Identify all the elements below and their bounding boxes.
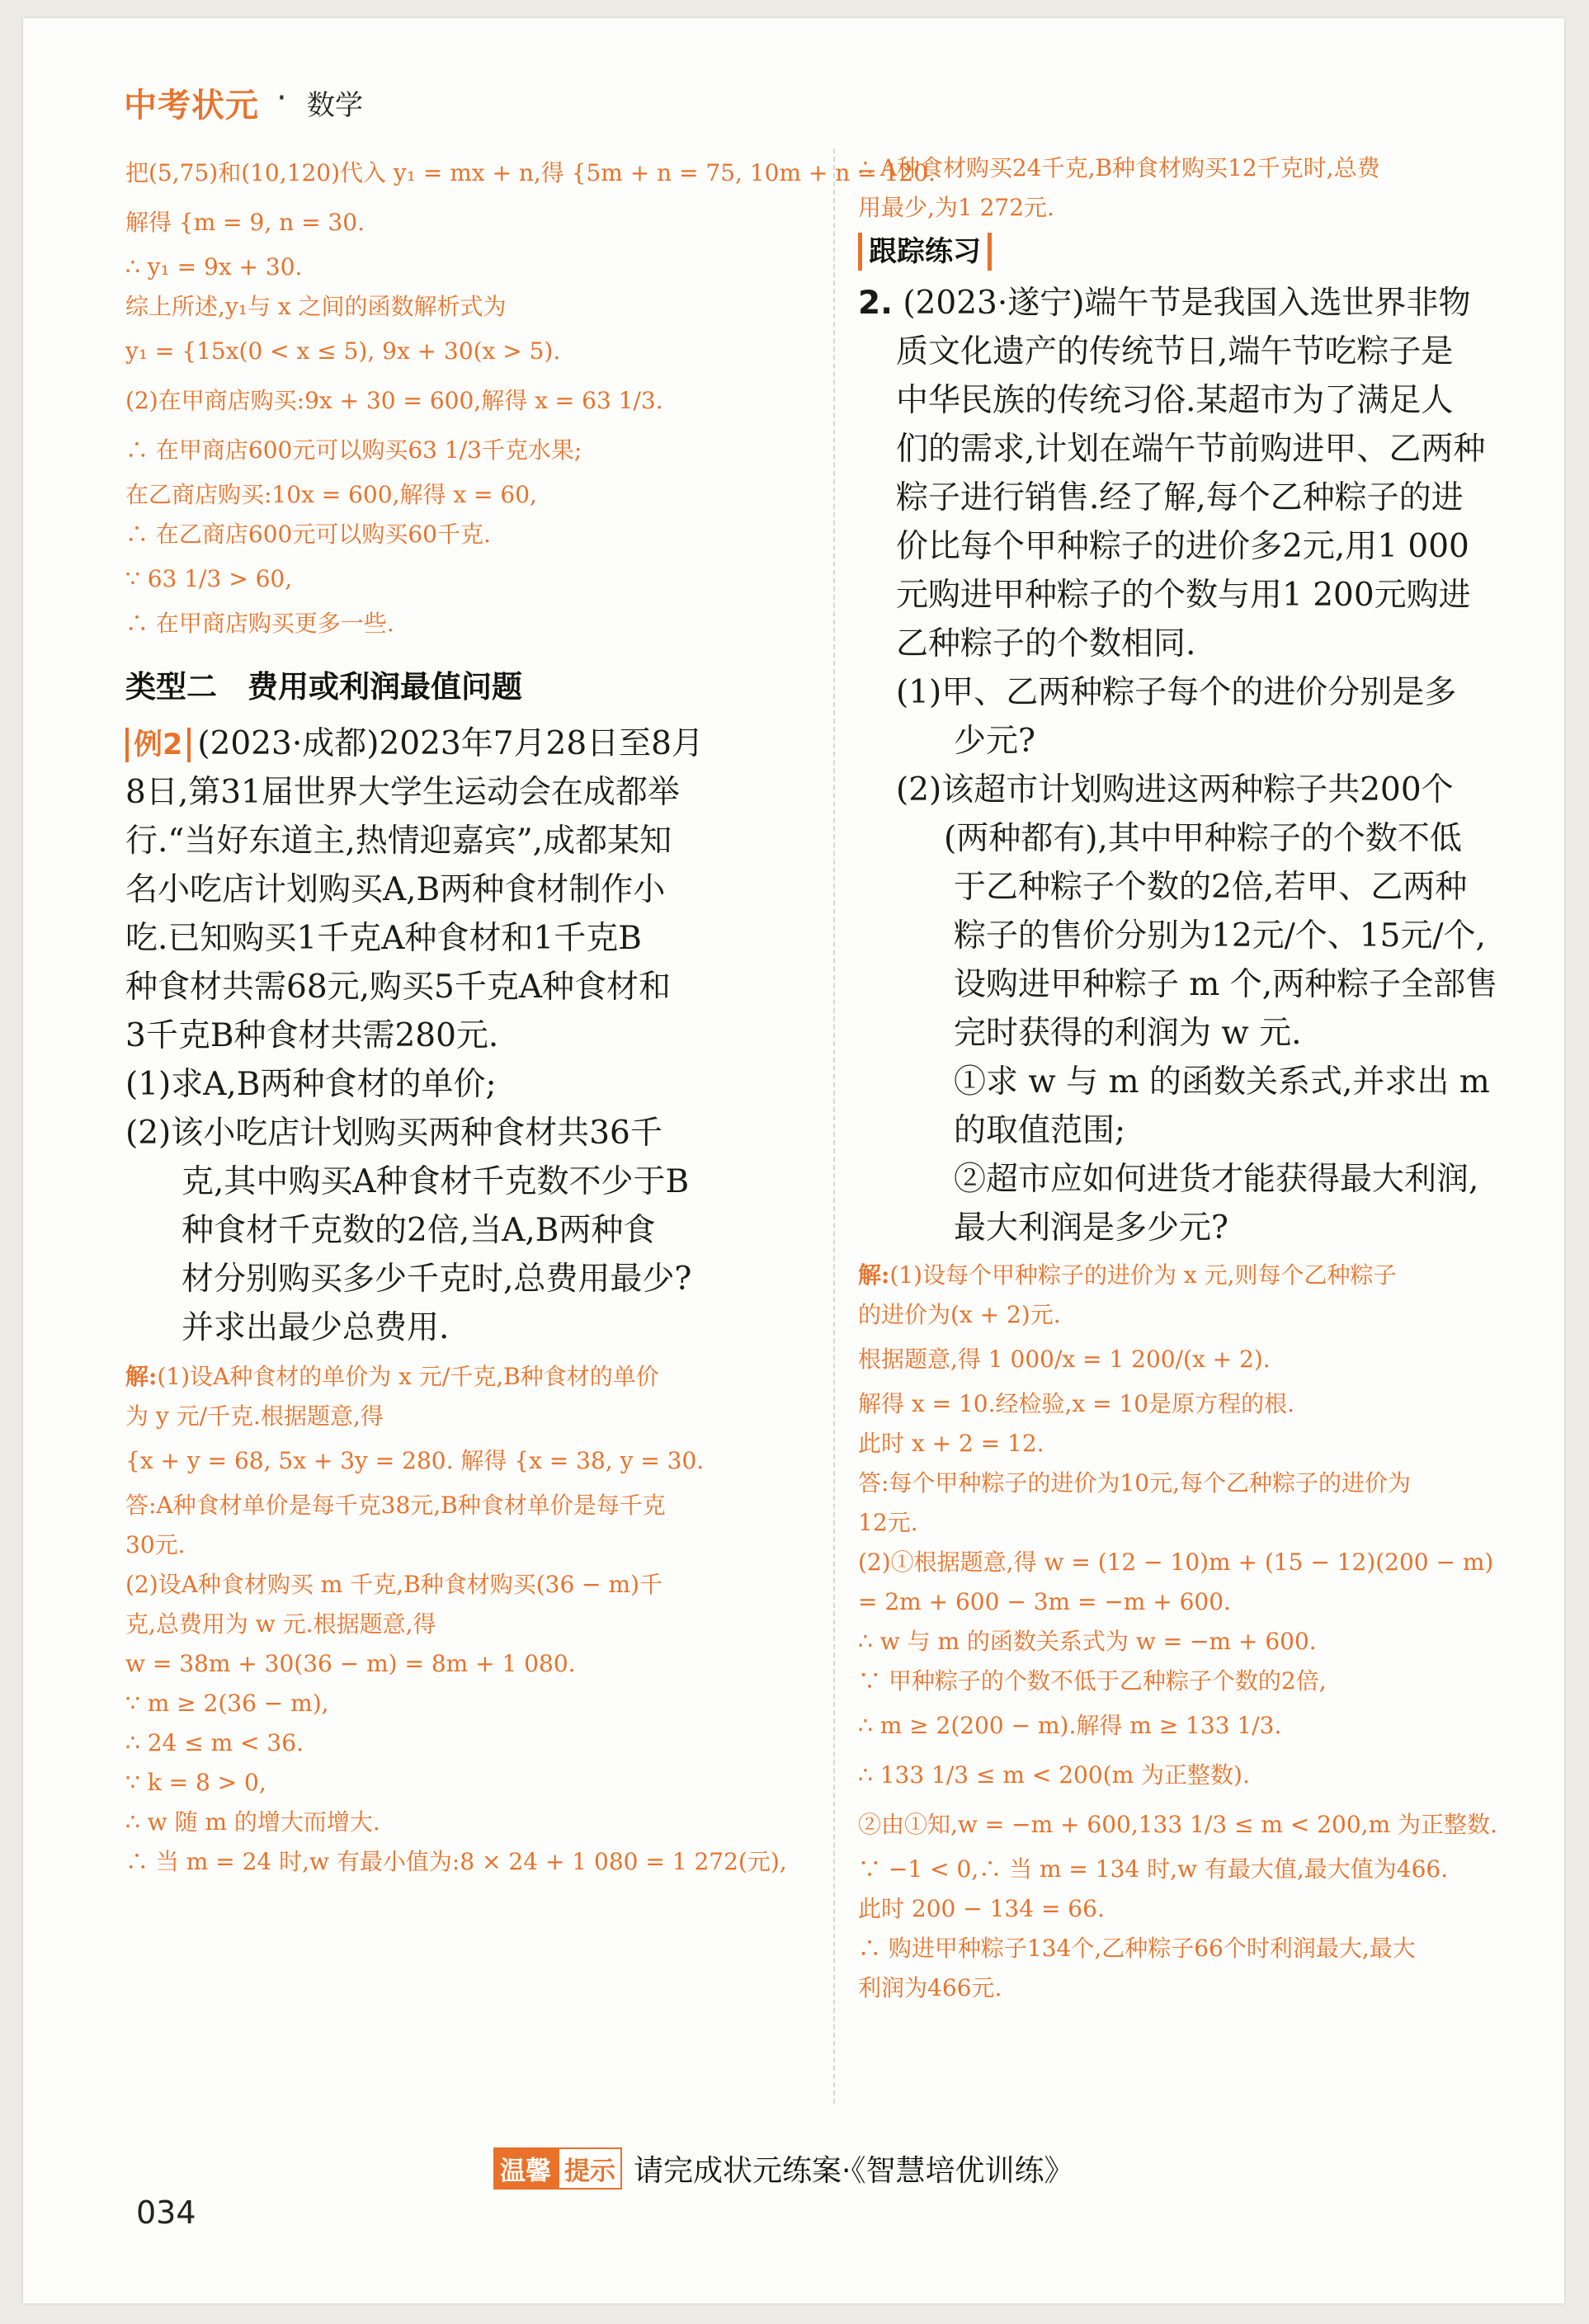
solution-label: 解: (125, 1363, 158, 1390)
example-tag: 例2 (125, 728, 191, 762)
solution-line: 把(5,75)和(10,120)代入 y₁ = mx + n,得 {5m + n = 75, 10m + n = 120. (125, 159, 936, 186)
question-part: 并求出最少总费用. (182, 1309, 450, 1346)
solution-label: 解: (858, 1261, 890, 1289)
footer-text: 请完成状元练案·《智慧培优训练》 (634, 2153, 1074, 2188)
tip-badge-warm: 温馨 (493, 2147, 558, 2190)
question-part: ②超市应如何进货才能获得最大利润, (954, 1161, 1479, 1198)
question-line: (2023·遂宁)端午节是我国入选世界非物 (903, 285, 1471, 322)
page-number: 034 (136, 2194, 196, 2231)
example-line: 行.“当好东道主,热情迎嘉宾”,成都某知 (125, 823, 672, 860)
solution-line: 此时 200 − 134 = 66. (858, 1895, 1105, 1922)
solution-line: ∴ A种食材购买24千克,B种食材购买12千克时,总费 (858, 154, 1380, 181)
solution-line: ②由①知,w = −m + 600,133 1/3 ≤ m < 200,m 为正整数. (858, 1811, 1497, 1838)
question-line: 中华民族的传统习俗.某超市为了满足人 (896, 382, 1454, 419)
solution-line: 在乙商店购买:10x = 600,解得 x = 60, (125, 481, 537, 508)
question-line: 元购进甲种粽子的个数与用1 200元购进 (896, 577, 1471, 614)
solution-line: 为 y 元/千克.根据题意,得 (125, 1402, 384, 1430)
solution-line: 答:每个甲种粽子的进价为10元,每个乙种粽子的进价为 (858, 1469, 1411, 1497)
solution-line: (2)在甲商店购买:9x + 30 = 600,解得 x = 63 1/3. (125, 387, 663, 414)
question-2 (858, 279, 1535, 1252)
question-number: 2. (858, 285, 893, 322)
column-divider (833, 148, 835, 2104)
question-part: 于乙种粽子个数的2倍,若甲、乙两种 (954, 869, 1468, 906)
solution-line: ∴ 24 ≤ m < 36. (125, 1729, 304, 1756)
solution-line: (1)设A种食材的单价为 x 元/千克,B种食材的单价 (157, 1363, 659, 1390)
solution-line: ∴ 当 m = 24 时,w 有最小值为:8 × 24 + 1 080 = 1 272(元), (125, 1848, 787, 1875)
tip-badge-hint: 提示 (558, 2147, 622, 2190)
solution-line: (2)①根据题意,得 w = (12 − 10)m + (15 − 12)(200 − m) (858, 1549, 1494, 1576)
solution-line: ∴ w 与 m 的函数关系式为 w = −m + 600. (858, 1628, 1317, 1655)
question-line: 价比每个甲种粽子的进价多2元,用1 000 (896, 528, 1469, 565)
question-part: (1)甲、乙两种粽子每个的进价分别是多 (896, 674, 1457, 711)
question-part: (两种都有),其中甲种粽子的个数不低 (944, 820, 1462, 857)
solution-line: (1)设每个甲种粽子的进价为 x 元,则每个乙种粽子 (889, 1261, 1397, 1289)
solution-line: y₁ = {15x(0 < x ≤ 5), 9x + 30(x > 5). (125, 337, 561, 365)
solution-line: 利润为466元. (858, 1974, 1002, 2001)
question-line: 们的需求,计划在端午节前购进甲、乙两种 (896, 431, 1486, 468)
solution-line: 用最少,为1 272元. (858, 194, 1054, 221)
section-title: 类型二 费用或利润最值问题 (125, 669, 522, 705)
question-part: 粽子的售价分别为12元/个、15元/个, (954, 917, 1486, 955)
solution-line: ∴ w 随 m 的增大而增大. (125, 1808, 380, 1836)
solution-line: 此时 x + 2 = 12. (858, 1430, 1044, 1457)
example-2 (125, 719, 802, 1352)
example-line: 8日,第31届世界大学生运动会在成都举 (125, 774, 680, 811)
example-line: (2023·成都)2023年7月28日至8月 (197, 725, 704, 762)
question-part: 材分别购买多少千克时,总费用最少? (182, 1261, 692, 1298)
example-line: 吃.已知购买1千克A种食材和1千克B (125, 920, 642, 957)
question-solution (858, 1256, 1535, 2008)
question-part: (2)该小吃店计划购买两种食材共36千 (125, 1115, 662, 1152)
question-part: 的取值范围; (954, 1112, 1126, 1149)
solution-line: (2)设A种食材购买 m 千克,B种食材购买(36 − m)千 (125, 1571, 663, 1598)
question-part: 少元? (954, 723, 1035, 760)
question-part: 种食材千克数的2倍,当A,B两种食 (182, 1212, 656, 1249)
question-part: 完时获得的利润为 w 元. (954, 1015, 1302, 1052)
question-part: ①求 w 与 m 的函数关系式,并求出 m (954, 1063, 1490, 1101)
solution-line: ∴ y₁ = 9x + 30. (125, 253, 303, 280)
solution-line: 根据题意,得 1 000/x = 1 200/(x + 2). (858, 1346, 1271, 1373)
solution-line: 解得 {m = 9, n = 30. (125, 209, 365, 236)
brand-logo: 中考状元 (124, 87, 259, 125)
right-column (858, 148, 1535, 2008)
question-part: (2)该超市计划购进这两种粽子共200个 (896, 771, 1454, 808)
solution-line: ∴ m ≥ 2(200 − m).解得 m ≥ 133 1/3. (858, 1712, 1282, 1739)
solution-line: 克,总费用为 w 元.根据题意,得 (125, 1610, 436, 1638)
question-line: 质文化遗产的传统节日,端午节吃粽子是 (896, 333, 1454, 370)
solution-line: 综上所述,y₁与 x 之间的函数解析式为 (125, 293, 507, 320)
solution-continued (858, 148, 1535, 228)
solution-line: 解得 x = 10.经检验,x = 10是原方程的根. (858, 1390, 1294, 1417)
solution-line: w = 38m + 30(36 − m) = 8m + 1 080. (125, 1650, 576, 1677)
solution-line: ∵ 甲种粽子的个数不低于乙种粽子个数的2倍, (858, 1667, 1327, 1695)
solution-line: ∴ 在甲商店600元可以购买63 1/3千克水果; (125, 436, 582, 464)
solution-line: 答:A种食材单价是每千克38元,B种食材单价是每千克 (125, 1492, 666, 1519)
question-part: 最大利润是多少元? (954, 1209, 1228, 1247)
solution-line: 的进价为(x + 2)元. (858, 1301, 1061, 1328)
example-line: 3千克B种食材共需280元. (125, 1017, 499, 1054)
solution-line: {x + y = 68, 5x + 3y = 280. 解得 {x = 38, y = 30. (125, 1447, 705, 1474)
header-separator: · (276, 79, 287, 117)
footer-tip (493, 2147, 1073, 2190)
solution-line: ∵ m ≥ 2(36 − m), (125, 1690, 329, 1717)
subject-title: 数学 (307, 89, 363, 122)
example-line: 名小吃店计划购买A,B两种食材制作小 (125, 871, 666, 908)
solution-line: ∴ 在甲商店购买更多一些. (125, 610, 394, 637)
solution-line: ∵ k = 8 > 0, (125, 1769, 266, 1796)
solution-line: = 2m + 600 − 3m = −m + 600. (858, 1588, 1231, 1615)
question-line: 粽子进行销售.经了解,每个乙种粽子的进 (896, 479, 1464, 516)
track-practice-title: 跟踪练习 (858, 233, 992, 271)
question-part: 设购进甲种粽子 m 个,两种粽子全部售 (954, 966, 1498, 1003)
solution-line: ∴ 购进甲种粽子134个,乙种粽子66个时利润最大,最大 (858, 1935, 1416, 1962)
solution-line: ∵ −1 < 0,∴ 当 m = 134 时,w 有最大值,最大值为466. (858, 1855, 1449, 1883)
question-line: 乙种粽子的个数相同. (896, 625, 1196, 662)
solution-line: 30元. (125, 1531, 186, 1558)
question-part: (1)求A,B两种食材的单价; (125, 1066, 497, 1103)
question-part: 克,其中购买A种食材千克数不少于B (182, 1163, 690, 1200)
solution-line: ∵ 63 1/3 > 60, (125, 565, 293, 592)
example-solution (125, 1357, 802, 1882)
solution-line: ∴ 在乙商店600元可以购买60千克. (125, 521, 491, 548)
example-line: 种食材共需68元,购买5千克A种食材和 (125, 969, 672, 1006)
solution-line: 12元. (858, 1509, 918, 1536)
solution-line: ∴ 133 1/3 ≤ m < 200(m 为正整数). (858, 1761, 1250, 1789)
